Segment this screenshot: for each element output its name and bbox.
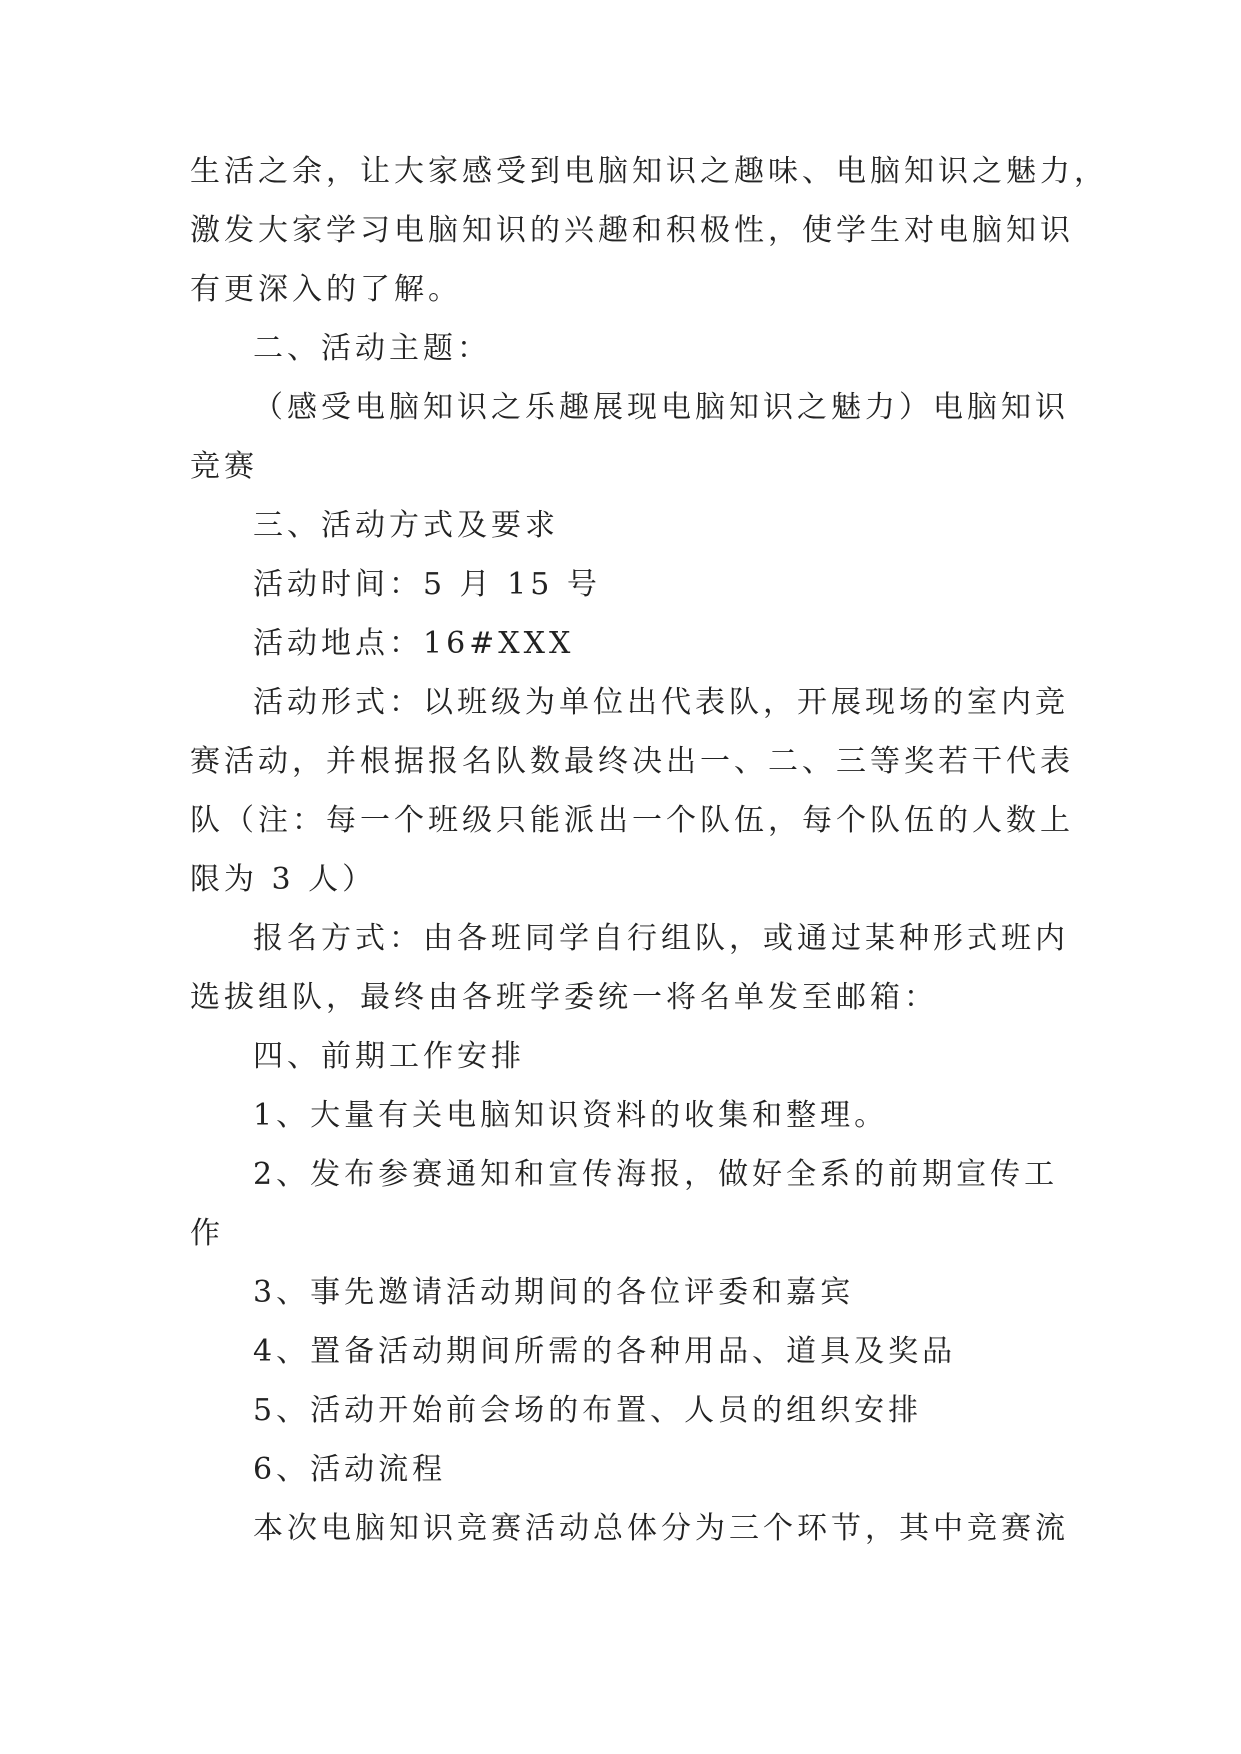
section-heading: 三、活动方式及要求 [253, 508, 559, 543]
text-line: 报名方式：由各班同学自行组队，或通过某种形式班内 [253, 921, 1069, 956]
section-heading: 二、活动主题： [253, 331, 491, 366]
text-line: 本次电脑知识竞赛活动总体分为三个环节，其中竞赛流 [253, 1511, 1069, 1546]
text-line: 活动形式：以班级为单位出代表队，开展现场的室内竞 [253, 685, 1069, 720]
list-item: 3、事先邀请活动期间的各位评委和嘉宾 [253, 1275, 855, 1310]
text-line: 生活之余，让大家感受到电脑知识之趣味、电脑知识之魅力， [190, 154, 1108, 189]
text-line: 有更深入的了解。 [190, 272, 462, 307]
text-line: 激发大家学习电脑知识的兴趣和积极性，使学生对电脑知识 [190, 213, 1074, 248]
text-line: （感受电脑知识之乐趣展现电脑知识之魅力）电脑知识 [253, 390, 1069, 425]
text-line: 活动地点：16#XXX [253, 626, 575, 661]
text-line: 竞赛 [190, 449, 258, 484]
text-line: 作 [190, 1216, 224, 1251]
section-heading: 四、前期工作安排 [253, 1039, 525, 1074]
text-line: 选拔组队，最终由各班学委统一将名单发至邮箱： [190, 980, 938, 1015]
text-line: 限为 3 人） [190, 862, 377, 897]
list-item: 6、活动流程 [253, 1452, 447, 1487]
text-line: 活动时间：5 月 15 号 [253, 567, 601, 602]
text-line: 赛活动，并根据报名队数最终决出一、二、三等奖若干代表 [190, 744, 1074, 779]
text-line: 队（注：每一个班级只能派出一个队伍，每个队伍的人数上 [190, 803, 1074, 838]
list-item: 2、发布参赛通知和宣传海报，做好全系的前期宣传工 [253, 1157, 1059, 1192]
list-item: 5、活动开始前会场的布置、人员的组织安排 [253, 1393, 923, 1428]
list-item: 1、大量有关电脑知识资料的收集和整理。 [253, 1098, 889, 1133]
list-item: 4、置备活动期间所需的各种用品、道具及奖品 [253, 1334, 957, 1369]
